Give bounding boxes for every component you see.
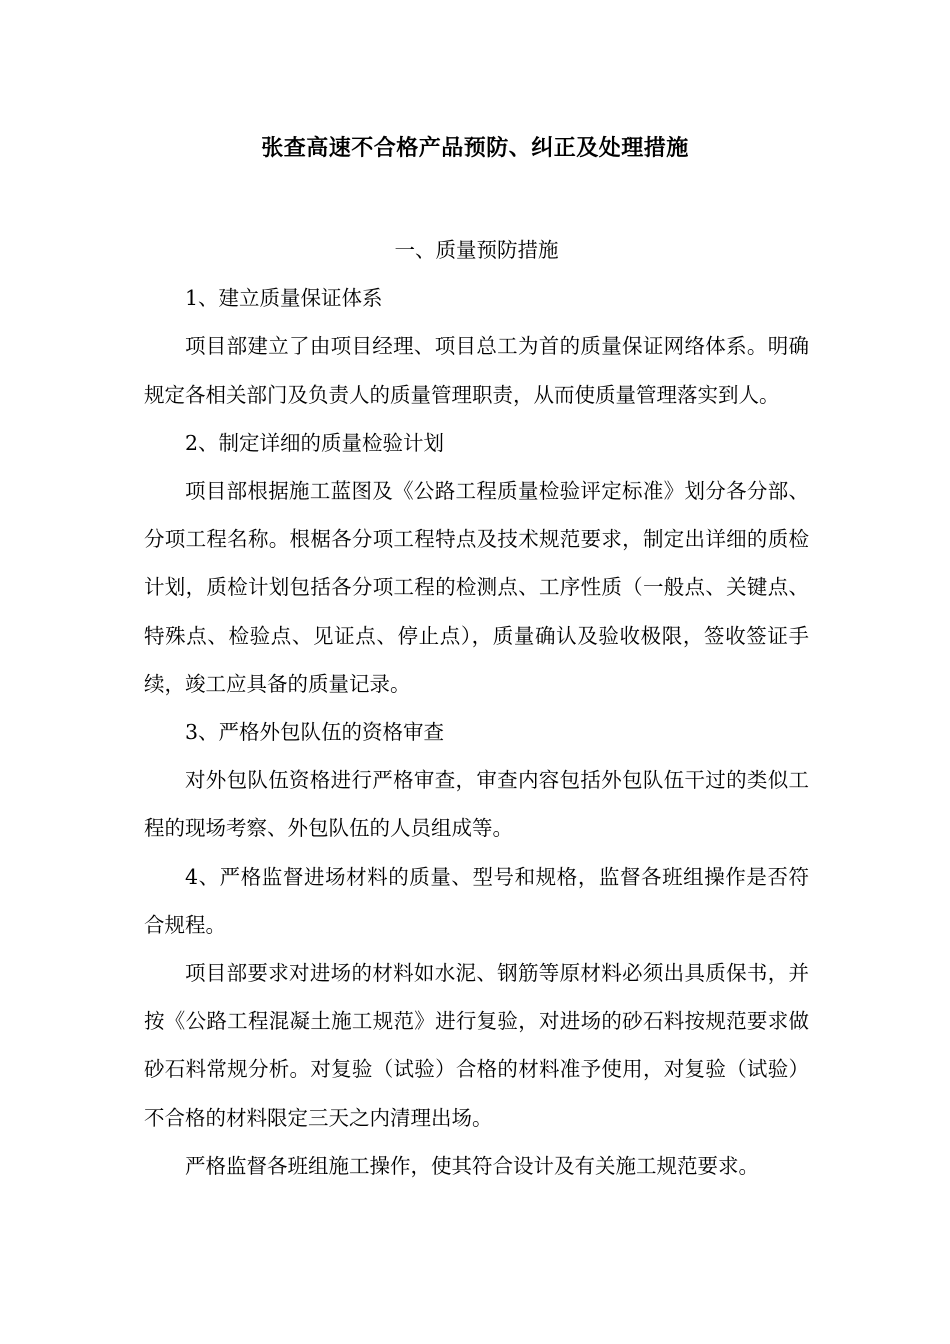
section-heading: 一、质量预防措施 <box>394 238 559 262</box>
paragraph: 项目部建立了由项目经理、项目总工为首的质量保证网络体系。明确规定各相关部门及负责人的质量管理职责，从而使质量管理落实到人。 <box>144 334 809 407</box>
paragraph: 对外包队伍资格进行严格审查，审查内容包括外包队伍干过的类似工程的现场考察、外包队伍的人员组成等。 <box>144 768 809 841</box>
subheading-2: 2、制定详细的质量检验计划 <box>185 430 445 455</box>
paragraph: 严格监督各班组施工操作，使其符合设计及有关施工规范要求。 <box>185 1153 759 1178</box>
paragraph: 项目部要求对进场的材料如水泥、钢筋等原材料必须出具质保书，并按《公路工程混凝土施工规范》进行复验，对进场的砂石料按规范要求做砂石料常规分析。对复验（试验）合格的材料准予使用，对复验（试验）不合格的材料限定三天之内清理出场。 <box>144 961 809 1130</box>
paragraph: 项目部根据施工蓝图及《公路工程质量检验评定标准》划分各分部、分项工程名称。根椐各分项工程特点及技术规范要求，制定出详细的质检计划，质检计划包括各分项工程的检测点、工序性质（一般点、关键点、特殊点、检验点、见证点、停止点），质量确认及验收极限，签收签证手续，竣工应具备的质量记录。 <box>144 479 809 696</box>
document-body <box>144 226 809 1190</box>
document-title: 张查高速不合格产品预防、纠正及处理措施 <box>261 135 689 161</box>
subheading-4: 4、严格监督进场材料的质量、型号和规格，监督各班组操作是否符合规程。 <box>144 864 809 937</box>
subheading-1: 1、建立质量保证体系 <box>185 286 383 311</box>
subheading-3: 3、严格外包队伍的资格审查 <box>185 720 445 745</box>
